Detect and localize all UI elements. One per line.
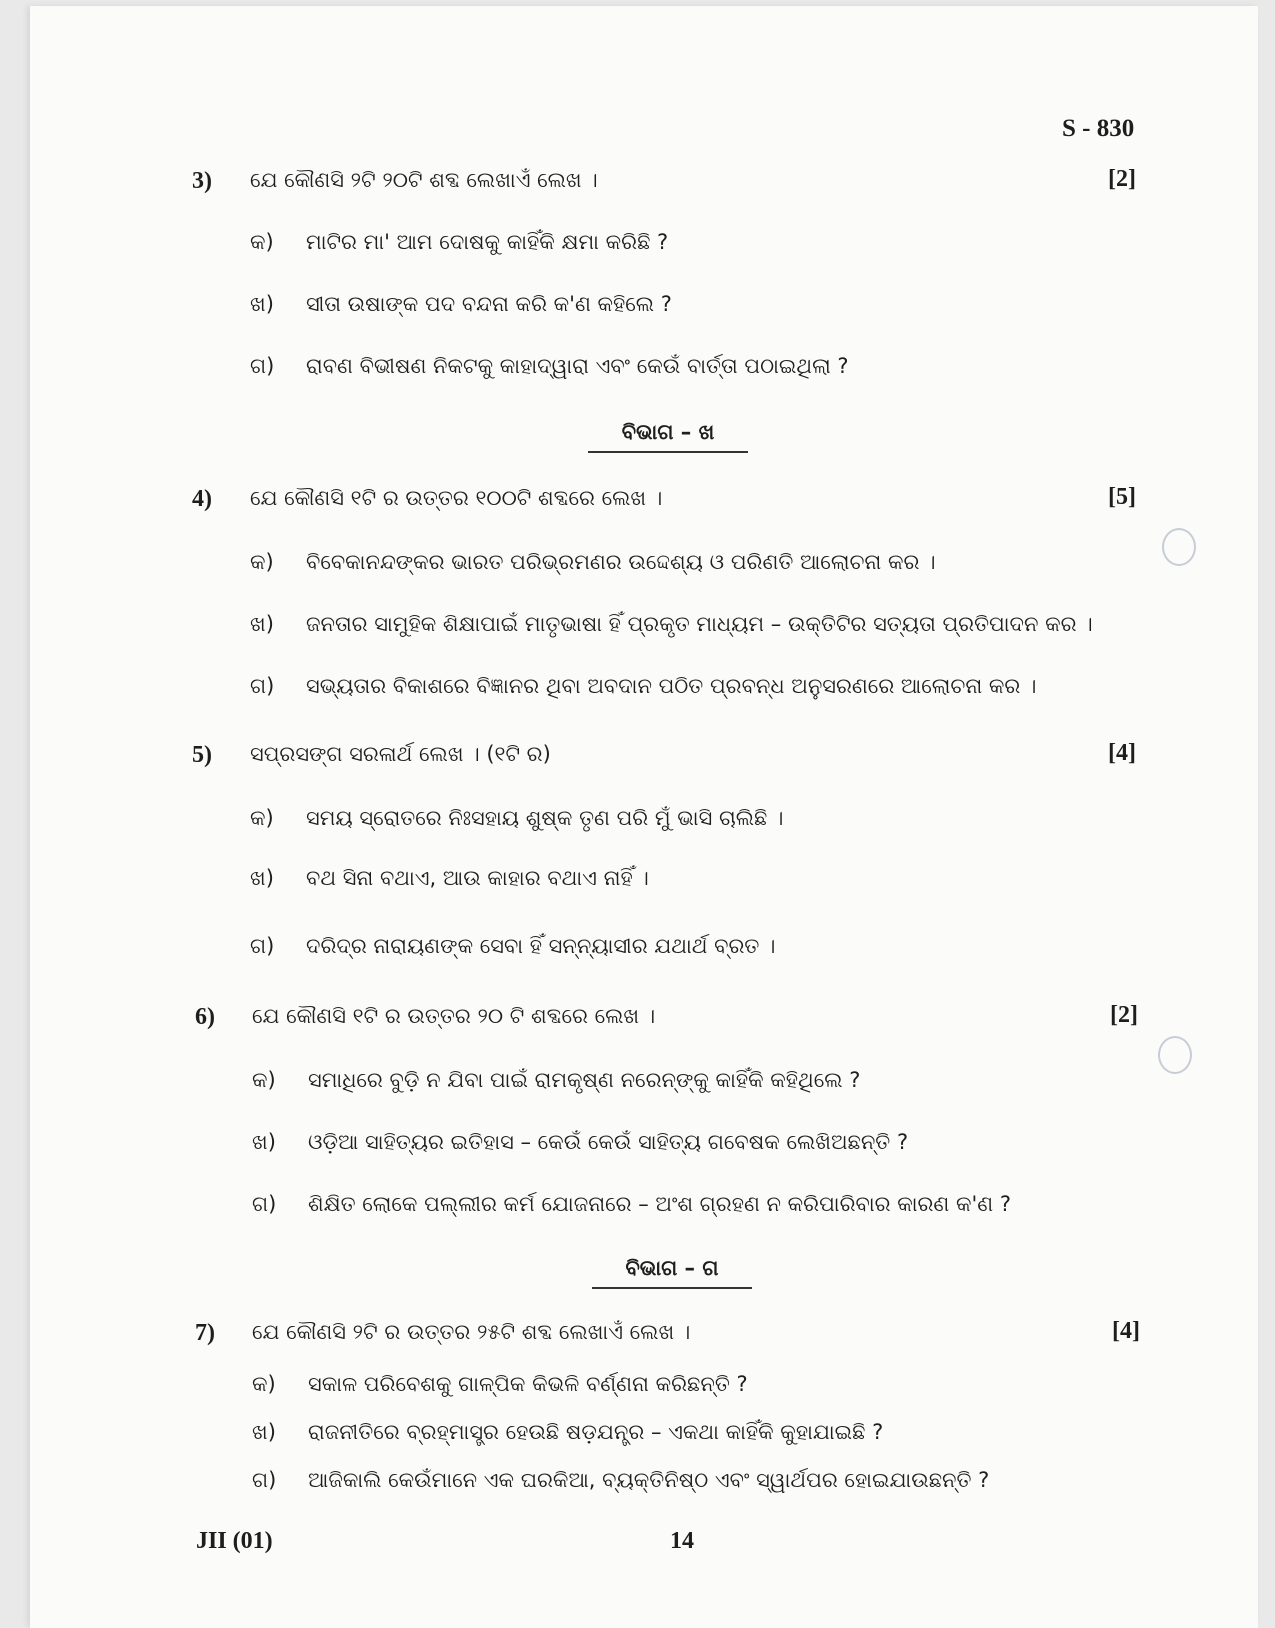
- question-part: [250, 806, 783, 831]
- question-text: ସପ୍ରସଙ୍ଗ ସରଳାର୍ଥ ଲେଖ । (୧ଟି ର): [250, 742, 551, 766]
- footer-code: JII (01): [196, 1528, 273, 1554]
- question-part: [250, 866, 649, 891]
- part-text: ଆଜିକାଲି କେଉଁମାନେ ଏକ ଘରକିଆ, ବ୍ୟକ୍ତିନିଷ୍ଠ ଏବଂ ସ୍ୱାର୍ଥପର ହୋଇଯାଉଛନ୍ତି ?: [308, 1468, 990, 1492]
- part-label: ଗ): [252, 1468, 277, 1492]
- section-heading: ବିଭାଗ – ଗ: [592, 1256, 752, 1289]
- paper-code: S - 830: [1062, 115, 1135, 142]
- part-text: ସଭ୍ୟତାର ବିକାଶରେ ବିଜ୍ଞାନର ଥିବା ଅବଦାନ ପଠିତ ପ୍ରବନ୍ଧ ଅନୁସରଣରେ ଆଲୋଚନା କର ।: [306, 674, 1037, 698]
- part-label: କ): [250, 230, 274, 254]
- question-part: [252, 1068, 860, 1093]
- question-number: 5): [192, 742, 212, 768]
- question-part: [250, 354, 849, 379]
- page-number: 14: [670, 1528, 694, 1554]
- part-text: ଓଡ଼ିଆ ସାହିତ୍ୟର ଇତିହାସ – କେଉଁ କେଉଁ ସାହିତ୍ୟ ଗବେଷକ ଲେଖିଅଛନ୍ତି ?: [308, 1130, 909, 1154]
- question-marks: [2]: [1110, 1002, 1138, 1028]
- question-part: [250, 230, 668, 255]
- part-label: ଗ): [252, 1192, 277, 1216]
- question-part: [250, 292, 672, 317]
- part-label: ଖ): [252, 1420, 276, 1444]
- section-heading: ବିଭାଗ – ଖ: [588, 420, 748, 453]
- question-text: ଯେ କୌଣସି ୧ଟି ର ଉତ୍ତର ୨୦ ଟି ଶବ୍ଦରେ ଲେଖ ।: [252, 1004, 656, 1028]
- punch-hole-shadow: [1162, 528, 1196, 566]
- question-part: [252, 1192, 1011, 1217]
- part-text: ମାଟିର ମା' ଆମ ଦୋଷକୁ କାହିଁକି କ୍ଷମା କରିଛି ?: [306, 230, 669, 254]
- punch-hole-shadow: [1158, 1036, 1192, 1074]
- question-marks: [2]: [1108, 166, 1136, 192]
- part-text: ଦରିଦ୍ର ନାରାୟଣଙ୍କ ସେବା ହିଁ ସନ୍ନ୍ୟାସୀର ଯଥାର୍ଥ ବ୍ରତ ।: [306, 934, 776, 958]
- part-text: ସମାଧିରେ ବୁଡ଼ି ନ ଯିବା ପାଇଁ ରାମକୃଷ୍ଣ ନରେନ୍ଙ୍କୁ କାହିଁକି କହିଥିଲେ ?: [308, 1068, 861, 1092]
- part-label: ଖ): [250, 866, 274, 890]
- question-text: ଯେ କୌଣସି ୨ଟି ୨୦ଟି ଶବ୍ଦ ଲେଖାଏଁ ଲେଖ ।: [250, 168, 598, 192]
- question-part: [250, 550, 936, 575]
- part-label: ଗ): [250, 354, 275, 378]
- part-text: ଜନତାର ସାମୁହିକ ଶିକ୍ଷାପାଇଁ ମାତୃଭାଷା ହିଁ ପ୍ରକୃତ ମାଧ୍ୟମ – ଉକ୍ତିଟିର ସତ୍ୟତା ପ୍ରତିପାଦନ କର ।: [306, 612, 1093, 636]
- part-text: ବିବେକାନନ୍ଦଙ୍କର ଭାରତ ପରିଭ୍ରମଣର ଉଦ୍ଦେଶ୍ୟ ଓ ପରିଣତି ଆଲୋଚନା କର ।: [306, 550, 936, 574]
- question-marks: [4]: [1112, 1318, 1140, 1344]
- part-text: ଶିକ୍ଷିତ ଲୋକେ ପଲ୍ଲୀର କର୍ମ ଯୋଜନାରେ – ଅଂଶ ଗ୍ରହଣ ନ କରିପାରିବାର କାରଣ କ'ଣ ?: [308, 1192, 1011, 1216]
- question-marks: [4]: [1108, 740, 1136, 766]
- part-label: କ): [252, 1068, 276, 1092]
- part-text: ରାଜନୀତିରେ ବ୍ରହ୍ମାସ୍ତ୍ର ହେଉଛି ଷଡ଼ଯନ୍ତ୍ର – ଏକଥା କାହିଁକି କୁହାଯାଇଛି ?: [308, 1420, 884, 1444]
- part-text: ସୀତା ଉଷାଙ୍କ ପଦ ବନ୍ଦନା କରି କ'ଣ କହିଲେ ?: [306, 292, 672, 316]
- question-part: [252, 1468, 989, 1493]
- question-part: [250, 934, 775, 959]
- part-text: ବଥ ସିନା ବଥାଏ, ଆଉ କାହାର ବଥାଏ ନାହିଁ ।: [306, 866, 649, 890]
- part-label: ଖ): [252, 1130, 276, 1154]
- question-part: [250, 674, 1036, 699]
- part-label: ଖ): [250, 292, 274, 316]
- part-text: ସକାଳ ପରିବେଶକୁ ଗାଳ୍ପିକ କିଭଳି ବର୍ଣ୍ଣନା କରିଛନ୍ତି ?: [308, 1372, 748, 1396]
- question-text: ଯେ କୌଣସି ୨ଟି ର ଉତ୍ତର ୨୫ଟି ଶବ୍ଦ ଲେଖାଏଁ ଲେଖ ।: [252, 1320, 691, 1344]
- question-number: 7): [195, 1320, 215, 1346]
- part-label: କ): [250, 806, 274, 830]
- part-label: ଖ): [250, 612, 274, 636]
- question-part: [252, 1372, 748, 1397]
- part-text: ସମୟ ସ୍ରୋତରେ ନିଃସହାୟ ଶୁଷ୍କ ତୃଣ ପରି ମୁଁ ଭାସି ଚାଲିଛି ।: [306, 806, 784, 830]
- part-label: କ): [250, 550, 274, 574]
- question-part: [252, 1130, 908, 1155]
- question-marks: [5]: [1108, 484, 1136, 510]
- question-part: [250, 612, 1093, 637]
- question-part: [252, 1420, 883, 1445]
- question-number: 6): [195, 1004, 215, 1030]
- part-label: ଗ): [250, 674, 275, 698]
- question-number: 3): [192, 168, 212, 194]
- question-number: 4): [192, 486, 212, 512]
- part-label: କ): [252, 1372, 276, 1396]
- part-label: ଗ): [250, 934, 275, 958]
- part-text: ରାବଣ ବିଭୀଷଣ ନିକଟକୁ କାହାଦ୍ୱାରା ଏବଂ କେଉଁ ବାର୍ତ୍ତା ପଠାଇଥିଲା ?: [306, 354, 849, 378]
- question-text: ଯେ କୌଣସି ୧ଟି ର ଉତ୍ତର ୧୦୦ଟି ଶବ୍ଦରେ ଲେଖ ।: [250, 486, 663, 510]
